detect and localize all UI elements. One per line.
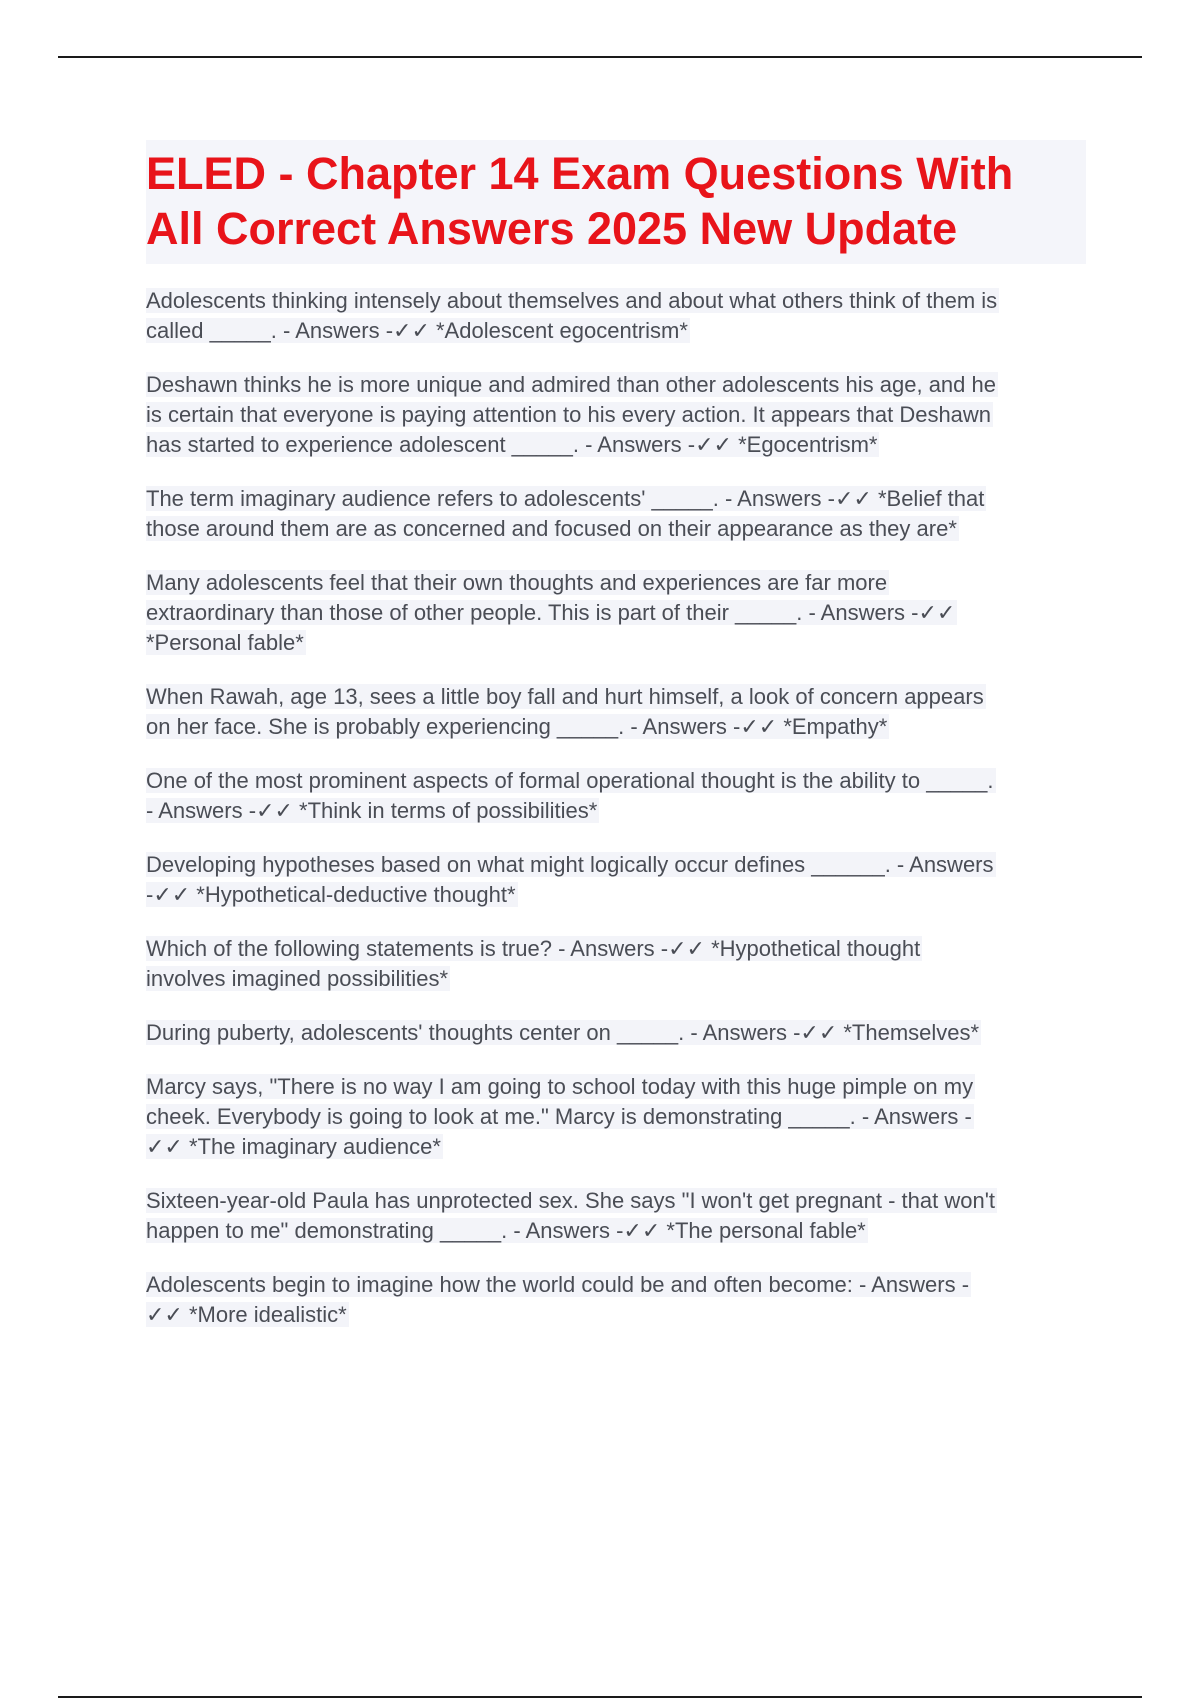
title-line: All Correct Answers 2025 New Update — [146, 203, 958, 254]
document-body — [146, 140, 1086, 1354]
top-rule — [58, 56, 1142, 58]
document-title — [146, 140, 1086, 264]
qa-item — [146, 1018, 1086, 1048]
qa-line: *Personal fable* — [146, 630, 304, 655]
qa-line: those around them are as concerned and focused on their appearance as they are* — [146, 516, 957, 541]
qa-line: Developing hypotheses based on what might logically occur defines ______. - Answers — [146, 852, 994, 877]
qa-line: One of the most prominent aspects of formal operational thought is the ability to _____. — [146, 768, 994, 793]
qa-line: Sixteen-year-old Paula has unprotected sex. She says "I won't get pregnant - that won't — [146, 1188, 996, 1213]
qa-item — [146, 484, 1086, 544]
qa-line: -✓✓ *Hypothetical-deductive thought* — [146, 882, 516, 907]
qa-line: Deshawn thinks he is more unique and admired than other adolescents his age, and he — [146, 372, 996, 397]
qa-line: The term imaginary audience refers to adolescents' _____. - Answers -✓✓ *Belief that — [146, 486, 985, 511]
title-line: ELED - Chapter 14 Exam Questions With — [146, 148, 1014, 199]
qa-line: happen to me" demonstrating _____. - Answers -✓✓ *The personal fable* — [146, 1218, 866, 1243]
qa-item — [146, 1186, 1086, 1246]
qa-item — [146, 682, 1086, 742]
qa-line: called _____. - Answers -✓✓ *Adolescent egocentrism* — [146, 318, 688, 343]
qa-line: extraordinary than those of other people. This is part of their _____. - Answers -✓✓ — [146, 600, 956, 625]
qa-line: is certain that everyone is paying attention to his every action. It appears that Deshawn — [146, 402, 992, 427]
qa-line: Adolescents begin to imagine how the world could be and often become: - Answers - — [146, 1272, 970, 1297]
qa-item — [146, 568, 1086, 658]
qa-item — [146, 1270, 1086, 1330]
qa-item — [146, 370, 1086, 460]
qa-line: Adolescents thinking intensely about themselves and about what others think of them is — [146, 288, 998, 313]
qa-line: has started to experience adolescent _____. - Answers -✓✓ *Egocentrism* — [146, 432, 878, 457]
qa-item — [146, 286, 1086, 346]
qa-line: When Rawah, age 13, sees a little boy fall and hurt himself, a look of concern appears — [146, 684, 984, 709]
qa-line: Marcy says, "There is no way I am going to school today with this huge pimple on my — [146, 1074, 974, 1099]
qa-line: involves imagined possibilities* — [146, 966, 449, 991]
qa-item — [146, 766, 1086, 826]
qa-item — [146, 934, 1086, 994]
qa-line: on her face. She is probably experiencing _____. - Answers -✓✓ *Empathy* — [146, 714, 888, 739]
qa-line: cheek. Everybody is going to look at me." Marcy is demonstrating _____. - Answers - — [146, 1104, 972, 1129]
qa-line: ✓✓ *More idealistic* — [146, 1302, 347, 1327]
qa-item — [146, 850, 1086, 910]
qa-line: During puberty, adolescents' thoughts center on _____. - Answers -✓✓ *Themselves* — [146, 1020, 980, 1045]
qa-line: ✓✓ *The imaginary audience* — [146, 1134, 441, 1159]
bottom-rule — [58, 1696, 1142, 1698]
qa-item — [146, 1072, 1086, 1162]
qa-line: Many adolescents feel that their own thoughts and experiences are far more — [146, 570, 888, 595]
qa-line: - Answers -✓✓ *Think in terms of possibilities* — [146, 798, 598, 823]
qa-line: Which of the following statements is true? - Answers -✓✓ *Hypothetical thought — [146, 936, 921, 961]
